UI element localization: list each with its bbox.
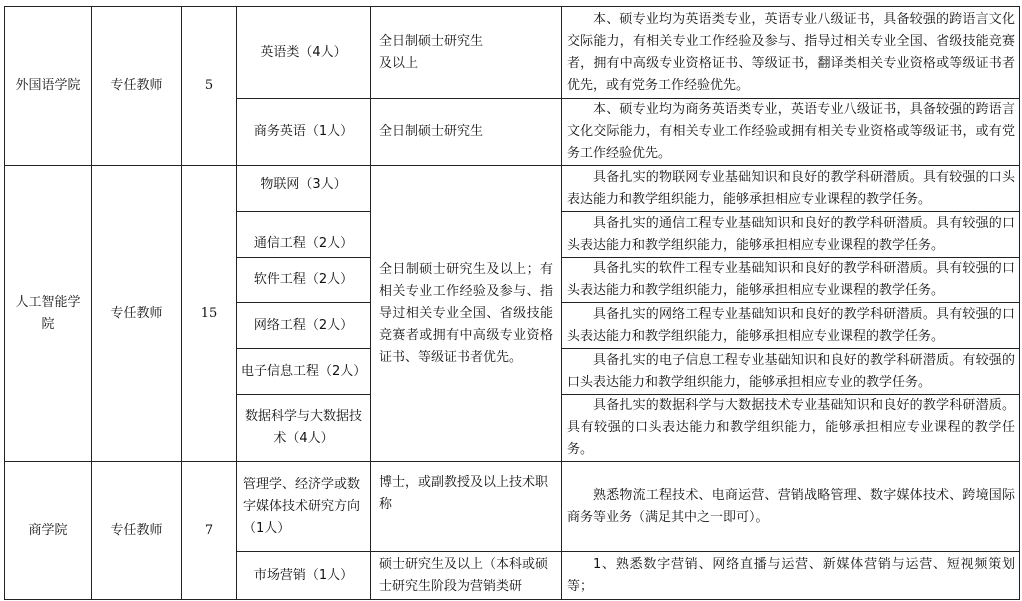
major-cell: 管理学、经济学或数字媒体技术研究方向（1人） bbox=[237, 462, 371, 552]
major-cell: 网络工程（2人） bbox=[237, 303, 371, 349]
college-cell: 外国语学院 bbox=[5, 7, 92, 166]
education-cell: 硕士研究生及以上（本科或硕士研究生阶段为营销类研 bbox=[371, 552, 562, 600]
requirement-cell: 具备扎实的数据科学与大数据技术专业基础知识和良好的教学科研潜质。具有较强的口头表达能力和教学组织能力，能够承担相应专业课程的教学任务。 bbox=[562, 395, 1020, 462]
major-cell: 物联网（3人） bbox=[237, 166, 371, 212]
education-cell: 博士，或副教授及以上技术职称 bbox=[371, 462, 562, 552]
table-row bbox=[5, 166, 1020, 212]
education-cell: 全日制硕士研究生 bbox=[371, 99, 562, 166]
requirement-cell: 具备扎实的电子信息工程专业基础知识和良好的教学科研潜质。有较强的口头表达能力和教学组织能力，能够承担相应专业的教学任务。 bbox=[562, 349, 1020, 395]
requirement-cell: 本、硕专业均为商务英语类专业，英语专业八级证书，具备较强的跨语言文化交际能力，有相关专业工作经验或拥有相关专业资格或等级证书，或有党务工作经验优先。 bbox=[562, 99, 1020, 166]
college-cell: 人工智能学院 bbox=[5, 166, 92, 462]
count-cell: 7 bbox=[182, 462, 237, 600]
requirement-cell: 具备扎实的通信工程专业基础知识和良好的教学科研潜质。具有较强的口头表达能力和教学组织能力，能够承担相应专业课程的教学任务。 bbox=[562, 212, 1020, 258]
requirement-cell: 具备扎实的软件工程专业基础知识和良好的教学科研潜质。具有较强的口头表达能力和教学组织能力，能够承担相应专业课程的教学任务。 bbox=[562, 258, 1020, 303]
major-cell: 软件工程（2人） bbox=[237, 258, 371, 303]
major-cell: 市场营销（1人） bbox=[237, 552, 371, 600]
college-cell: 商学院 bbox=[5, 462, 92, 600]
major-cell: 数据科学与大数据技术（4人） bbox=[237, 395, 371, 462]
count-cell: 5 bbox=[182, 7, 237, 166]
requirement-cell: 本、硕专业均为英语类专业，英语专业八级证书，具备较强的跨语言文化交际能力，有相关专业工作经验及参与、指导过相关专业全国、省级技能竞赛者，拥有中高级专业资格证书、等级证书，翻译类相关专业资格或等级证书者优先，或有党务工作经验优先。 bbox=[562, 7, 1020, 99]
position-cell: 专任教师 bbox=[92, 462, 182, 600]
count-cell: 15 bbox=[182, 166, 237, 462]
position-cell: 专任教师 bbox=[92, 166, 182, 462]
recruitment-table bbox=[4, 6, 1020, 600]
education-cell: 全日制硕士研究生 及以上 bbox=[371, 7, 562, 99]
requirement-cell: 熟悉物流工程技术、电商运营、营销战略管理、数字媒体技术、跨境国际商务等业务（满足其中之一即可）。 bbox=[562, 462, 1020, 552]
major-cell: 电子信息工程（2人） bbox=[237, 349, 371, 395]
requirement-cell: 具备扎实的网络工程专业基础知识和良好的教学科研潜质。具有较强的口头表达能力和教学组织能力，能够承担相应专业课程的教学任务。 bbox=[562, 303, 1020, 349]
major-cell: 商务英语（1人） bbox=[237, 99, 371, 166]
major-cell: 通信工程（2人） bbox=[237, 212, 371, 258]
requirement-cell: 1、熟悉数字营销、网络直播与运营、新媒体营销与运营、短视频策划等； bbox=[562, 552, 1020, 600]
position-cell: 专任教师 bbox=[92, 7, 182, 166]
major-cell: 英语类（4人） bbox=[237, 7, 371, 99]
table-row bbox=[5, 7, 1020, 99]
education-cell: 全日制硕士研究生及以上；有相关专业工作经验及参与、指导过相关专业全国、省级技能竞赛者或拥有中高级专业资格证书、等级证书者优先。 bbox=[371, 166, 562, 462]
requirement-cell: 具备扎实的物联网专业基础知识和良好的教学科研潜质。具有较强的口头表达能力和教学组织能力，能够承担相应专业课程的教学任务。 bbox=[562, 166, 1020, 212]
table-row bbox=[5, 462, 1020, 552]
